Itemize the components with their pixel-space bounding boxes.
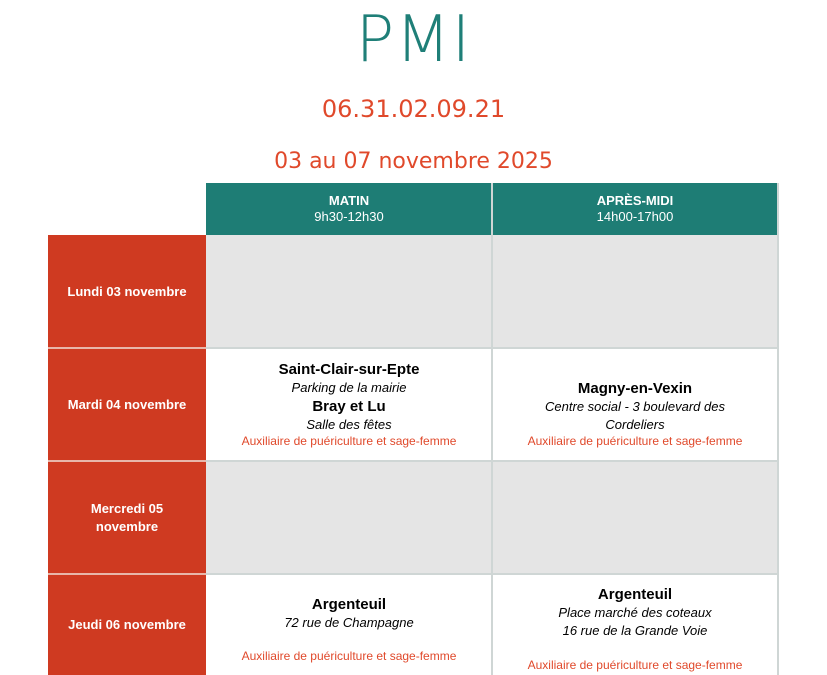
- staff-label: Auxiliaire de puériculture et sage-femme: [241, 649, 457, 663]
- location-address-line2: Cordeliers: [605, 417, 665, 432]
- grid-divider: [48, 460, 206, 462]
- location-name: Argenteuil: [597, 586, 673, 603]
- location-address: Salle des fêtes: [306, 417, 392, 432]
- day-cell-wednesday: [48, 461, 206, 574]
- day-cell-monday: [48, 235, 206, 348]
- location-name: Magny-en-Vexin: [577, 380, 693, 397]
- grid-divider: [206, 573, 779, 575]
- location-name: Bray et Lu: [312, 398, 386, 415]
- location-address-line1: Centre social - 3 boulevard des: [545, 399, 725, 414]
- cell-tuesday-afternoon: [492, 348, 778, 461]
- column-header-morning-title: MATIN: [328, 193, 370, 208]
- staff-label: Auxiliaire de puériculture et sage-femme: [241, 434, 457, 448]
- staff-label: Auxiliaire de puériculture et sage-femme: [527, 658, 743, 672]
- location-address: 72 rue de Champagne: [284, 615, 414, 630]
- location-name: Saint-Clair-sur-Epte: [278, 361, 420, 378]
- cell-thursday-afternoon: [492, 574, 778, 675]
- cell-monday-morning: [206, 235, 492, 348]
- day-label-wednesday-line1: Mercredi 05: [90, 500, 164, 516]
- grid-divider: [48, 573, 206, 575]
- column-header-morning-time: 9h30-12h30: [314, 209, 384, 224]
- cell-tuesday-morning: [206, 348, 492, 461]
- grid-divider: [48, 347, 206, 349]
- day-label-thursday: Jeudi 06 novembre: [68, 616, 186, 632]
- column-header-morning: [206, 183, 492, 235]
- cell-wednesday-afternoon: [492, 461, 778, 574]
- column-header-afternoon-time: 14h00-17h00: [596, 209, 674, 224]
- column-header-afternoon-title: APRÈS-MIDI: [596, 193, 674, 208]
- day-label-monday: Lundi 03 novembre: [67, 283, 187, 299]
- location-address: Parking de la mairie: [291, 380, 407, 395]
- staff-label: Auxiliaire de puériculture et sage-femme: [527, 434, 743, 448]
- phone-number: 06.31.02.09.21: [321, 95, 506, 123]
- grid-divider: [777, 183, 779, 675]
- page-title: PMI: [355, 3, 472, 77]
- day-label-tuesday: Mardi 04 novembre: [67, 396, 187, 412]
- cell-wednesday-morning: [206, 461, 492, 574]
- grid-divider: [491, 183, 493, 675]
- day-cell-tuesday: [48, 348, 206, 461]
- location-name: Argenteuil: [311, 596, 387, 613]
- column-header-afternoon: [492, 183, 778, 235]
- cell-thursday-morning: [206, 574, 492, 675]
- grid-divider: [206, 460, 779, 462]
- cell-monday-afternoon: [492, 235, 778, 348]
- day-label-wednesday-line2: novembre: [95, 518, 159, 534]
- location-address-line2: 16 rue de la Grande Voie: [562, 623, 708, 638]
- grid-divider: [206, 347, 779, 349]
- date-range: 03 au 07 novembre 2025: [274, 149, 553, 174]
- location-address-line1: Place marché des coteaux: [558, 605, 712, 620]
- day-cell-thursday: [48, 574, 206, 675]
